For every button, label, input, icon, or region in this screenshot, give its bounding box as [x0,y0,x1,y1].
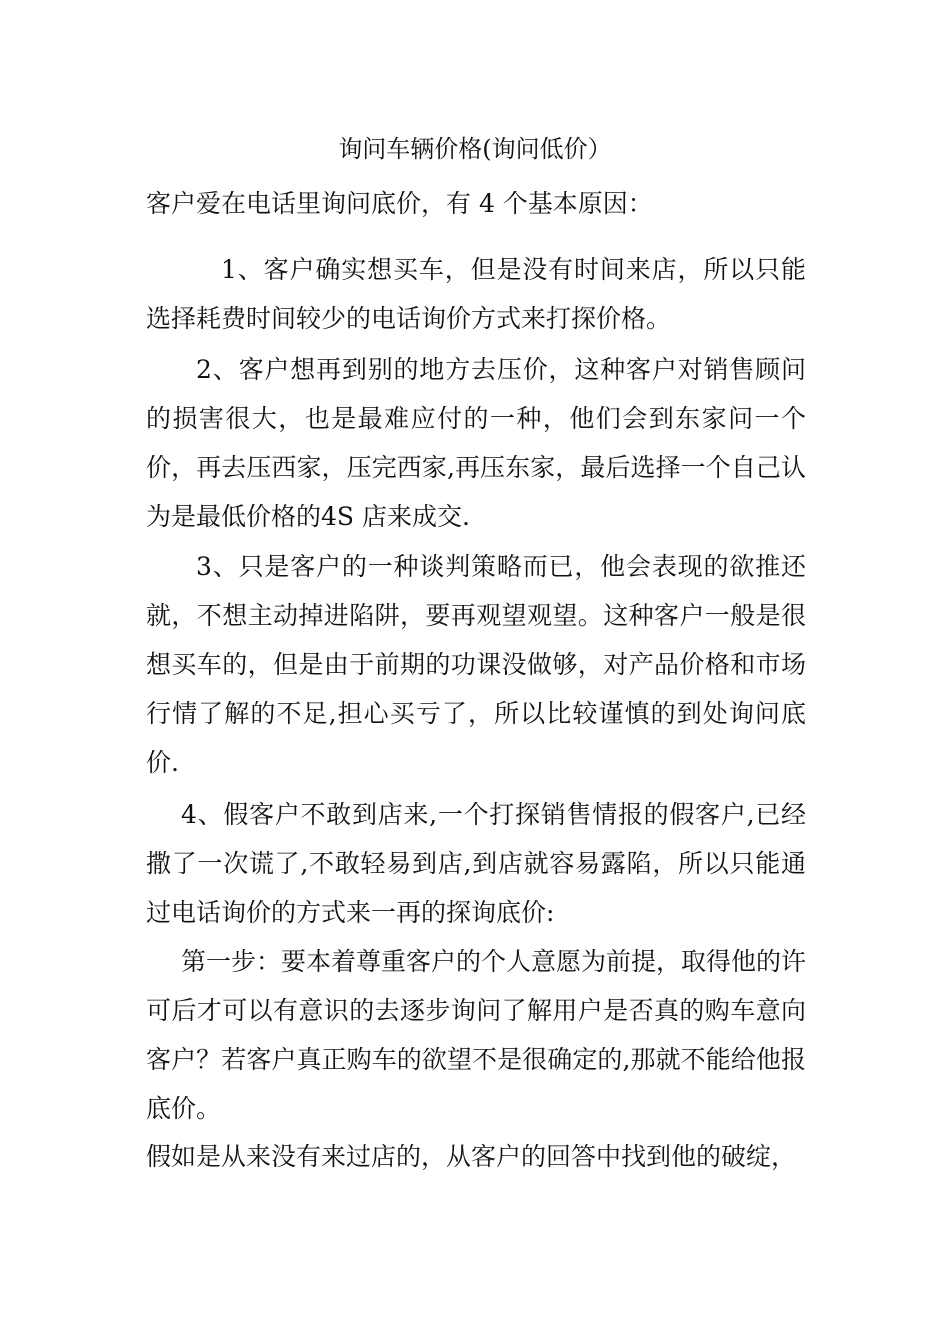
paragraph-continued: 假如是从来没有来过店的，从客户的回答中找到他的破绽， [146,1142,797,1171]
paragraph-reason-4: 4、假客户不敢到店来,一个打探销售情报的假客户,已经撒了一次谎了,不敢轻易到店,到店就容易露陷，所以只能通过电话询价的方式来一再的探询底价: [146,800,806,927]
document-title: 询问车辆价格(询问低价） [338,135,612,163]
paragraph-step-1: 第一步：要本着尊重客户的个人意愿为前提，取得他的许可后才可以有意识的去逐步询问了解用户是否真的购车意向客户？若客户真正购车的欲望不是很确定的,那就不能给他报底价。 [146,947,807,1123]
paragraph-intro: 客户爱在电话里询问底价，有 4 个基本原因： [146,189,653,218]
paragraph-reason-2: 2、客户想再到别的地方去压价，这种客户对销售顾问的损害很大，也是最难应付的一种，他们会到东家问一个价，再去压西家，压完西家,再压东家，最后选择一个自己认为是最低价格的4S 店来成交. [146,355,806,531]
paragraph-reason-1: 1、客户确实想买车，但是没有时间来店，所以只能选择耗费时间较少的电话询价方式来打探价格。 [146,255,806,333]
paragraph-reason-3: 3、只是客户的一种谈判策略而已，他会表现的欲推还就，不想主动掉进陷阱，要再观望观望。这种客户一般是很想买车的，但是由于前期的功课没做够，对产品价格和市场行情了解的不足,担心买亏了，所以比较谨慎的到处询问底价. [146,552,806,777]
